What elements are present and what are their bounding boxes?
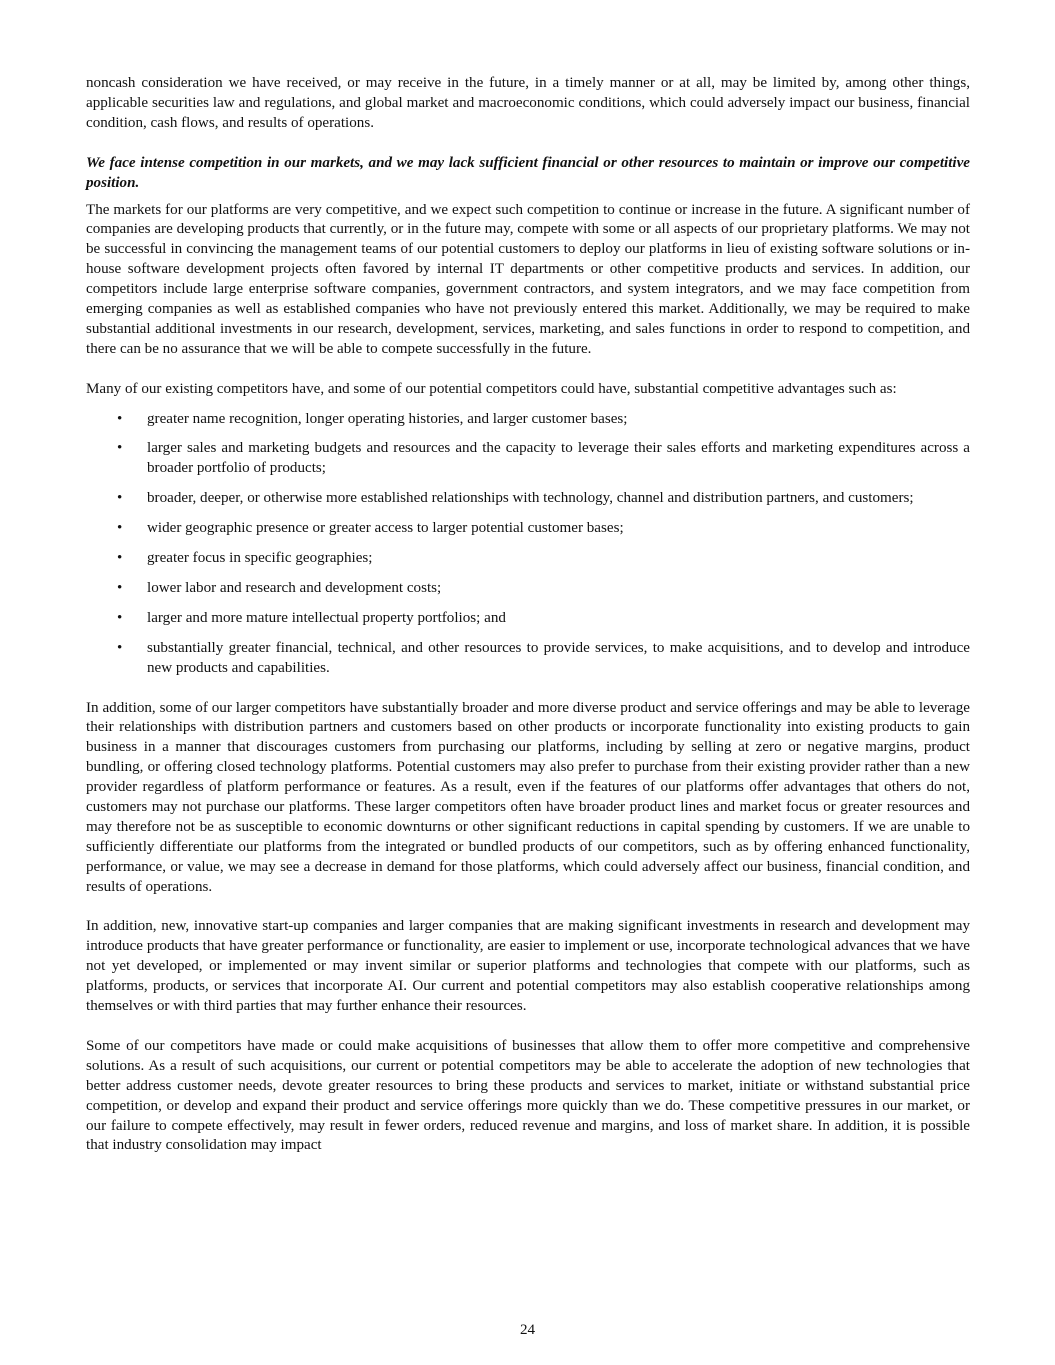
list-item <box>86 639 970 679</box>
list-item-text: lower labor and research and development costs; <box>147 580 442 597</box>
bullet-icon: • <box>117 440 123 457</box>
list-item-text: broader, deeper, or otherwise more established relationships with technology, channel and distribution partners, and customers; <box>147 490 914 507</box>
paragraph-startups: In addition, new, innovative start-up companies and larger companies that are making significant investments in research and development may introduce products that have greater performance or functionality, are easier to implement or use, incorporate technological advances that we have not yet developed, or implemented or may invent similar or superior platforms and technologies that compete with our platforms, such as platforms, products, or services that incorporate AI. Our current and potential competitors may also establish cooperative relationships among themselves or with third parties that may further enhance their resources. <box>86 918 970 1015</box>
list-item <box>86 489 970 509</box>
list-item-text: larger and more mature intellectual property portfolios; and <box>147 609 506 626</box>
section-heading: We face intense competition in our markets, and we may lack sufficient financial or other resources to maintain or improve our competitive position. <box>86 154 970 191</box>
list-item <box>86 519 970 539</box>
bullet-icon: • <box>117 639 123 656</box>
list-item-text: greater focus in specific geographies; <box>147 550 373 567</box>
paragraph-continued: noncash consideration we have received, or may receive in the future, in a timely manner or at all, may be limited by, among other things, applicable securities law and regulations, and global market and macroeconomic conditions, which could adversely impact our business, financial condition, cash flows, and results of operations. <box>86 75 970 131</box>
paragraph-advantages-intro: Many of our existing competitors have, and some of our potential competitors could have, substantial competitive advantages such as: <box>86 380 897 397</box>
list-item-text: greater name recognition, longer operating histories, and larger customer bases; <box>147 410 628 427</box>
bullet-icon: • <box>117 520 123 537</box>
page-number: 24 <box>519 1322 536 1338</box>
bullet-icon: • <box>117 410 123 427</box>
paragraph-acquisitions: Some of our competitors have made or could make acquisitions of businesses that allow them to offer more competitive and comprehensive solutions. As a result of such acquisitions, our current or potential competitors may be able to accelerate the adoption of new technologies that better address customer needs, devote greater resources to bring these products and services to market, initiate or withstand substantial price competition, or develop and expand their product and service offerings more quickly than we do. These competitive pressures in our market, or our failure to compete effectively, may result in fewer orders, reduced revenue and margins, and loss of market share. In addition, it is possible that industry consolidation may impact <box>86 1037 970 1154</box>
list-item <box>86 410 970 430</box>
bullet-icon: • <box>117 550 123 567</box>
paragraph-markets: The markets for our platforms are very competitive, and we expect such competition to continue or increase in the future. A significant number of companies are developing products that currently, or in the future may, compete with some or all aspects of our proprietary platforms. We may not be successful in convincing the management teams of our potential customers to deploy our platforms in lieu of existing software solutions or in-house software development projects often favored by internal IT departments or other competitive products and services. In addition, our competitors include large enterprise software companies, government contractors, and system integrators, and we may face competition from emerging companies as well as established companies who have not previously entered this market. Additionally, we may be required to make substantial additional investments in our research, development, services, marketing, and sales functions in order to respond to competition, and there can be no assurance that we will be able to compete successfully in the future. <box>86 201 970 357</box>
list-item <box>86 439 970 479</box>
paragraph-larger-competitors: In addition, some of our larger competitors have substantially broader and more diverse product and service offerings and may be able to leverage their relationships with distribution partners and customers based on other products or incorporate functionality into existing products to gain business in a manner that discourages customers from purchasing our platforms, including by selling at zero or negative margins, product bundling, or offering closed technology platforms. Potential customers may also prefer to purchase from their existing provider rather than a new provider regardless of platform performance or features. As a result, even if the features of our platforms offer advantages that others do not, customers may not purchase our platforms. These larger competitors often have broader product lines and market focus or greater resources and may therefore not be as susceptible to economic downturns or other significant reductions in capital spending by customers. If we are unable to sufficiently differentiate our platforms from the integrated or bundled products of our competitors, such as by offering enhanced functionality, performance, or value, we may see a decrease in demand for those platforms, which could adversely affect our business, financial condition, and results of operations. <box>86 699 970 895</box>
document-page <box>86 74 970 1156</box>
list-item <box>86 609 970 629</box>
bullet-icon: • <box>117 580 123 597</box>
list-item-text: substantially greater financial, technical, and other resources to provide services, to make acquisitions, and to develop and introduce new products and capabilities. <box>147 639 970 676</box>
advantages-list <box>86 410 970 679</box>
list-item <box>86 549 970 569</box>
list-item-text: larger sales and marketing budgets and resources and the capacity to leverage their sales efforts and marketing expenditures across a broader portfolio of products; <box>147 440 970 477</box>
list-item-text: wider geographic presence or greater access to larger potential customer bases; <box>147 520 624 537</box>
bullet-icon: • <box>117 609 123 626</box>
list-item <box>86 579 970 599</box>
bullet-icon: • <box>117 490 123 507</box>
